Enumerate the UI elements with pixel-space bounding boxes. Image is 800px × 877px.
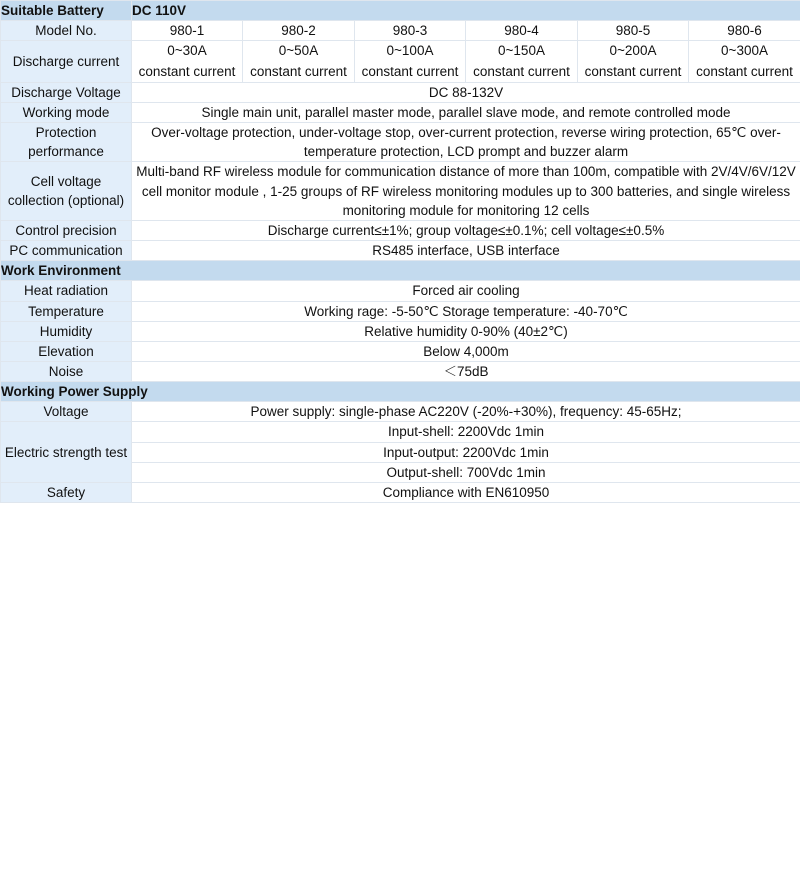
discharge-current-mode-3: constant current [361, 63, 459, 79]
table-row [1, 162, 800, 220]
row-label-working-mode: Working mode [1, 102, 132, 122]
model-no-cell-6: 980-6 [689, 21, 800, 41]
discharge-current-cell-2 [243, 41, 355, 83]
row-label-voltage: Voltage [1, 402, 132, 422]
table-row [1, 220, 800, 240]
row-label-noise: Noise [1, 362, 132, 382]
section-band-row [1, 1, 800, 21]
table-row [1, 321, 800, 341]
noise-value: ＜75dB [132, 362, 800, 382]
discharge-current-cell-1 [132, 41, 243, 83]
discharge-current-cell-5 [578, 41, 689, 83]
voltage-value: Power supply: single-phase AC220V (-20%-+30%), frequency: 45-65Hz; [132, 402, 800, 422]
table-row [1, 41, 800, 83]
row-label-pc-communication: PC communication [1, 241, 132, 261]
table-row [1, 82, 800, 102]
table-row [1, 123, 800, 162]
model-no-cell-1: 980-1 [132, 21, 243, 41]
elevation-value: Below 4,000m [132, 341, 800, 361]
heat-radiation-value: Forced air cooling [132, 281, 800, 301]
protection-performance-value: Over-voltage protection, under-voltage stop, over-current protection, reverse wiring protection, 65℃ over-temperature protection, LCD prompt and buzzer alarm [132, 123, 800, 162]
model-no-cell-5: 980-5 [578, 21, 689, 41]
pc-communication-value: RS485 interface, USB interface [132, 241, 800, 261]
model-no-cell-2: 980-2 [243, 21, 355, 41]
row-label-discharge-current: Discharge current [1, 41, 132, 83]
table-row [1, 102, 800, 122]
table-row [1, 482, 800, 502]
row-label-protection-performance: Protection performance [1, 123, 132, 162]
discharge-current-mode-2: constant current [250, 63, 347, 79]
discharge-current-amps-6: 0~300A [721, 43, 768, 59]
row-label-heat-radiation: Heat radiation [1, 281, 132, 301]
discharge-voltage-value: DC 88-132V [132, 82, 800, 102]
table-row [1, 341, 800, 361]
row-label-safety: Safety [1, 482, 132, 502]
discharge-current-amps-3: 0~100A [386, 43, 434, 59]
table-row [1, 301, 800, 321]
model-no-cell-3: 980-3 [355, 21, 466, 41]
row-label-discharge-voltage: Discharge Voltage [1, 82, 132, 102]
discharge-current-cell-6 [689, 41, 800, 83]
humidity-value: Relative humidity 0-90% (40±2℃) [132, 321, 800, 341]
row-label-humidity: Humidity [1, 321, 132, 341]
table-row [1, 21, 800, 41]
working-mode-value: Single main unit, parallel master mode, parallel slave mode, and remote controlled mode [132, 102, 800, 122]
table-row [1, 422, 800, 442]
section-band-row [1, 382, 800, 402]
electric-strength-test-value-2: Input-output: 2200Vdc 1min [132, 442, 800, 462]
discharge-current-amps-2: 0~50A [278, 43, 319, 59]
discharge-current-amps-5: 0~200A [609, 43, 657, 59]
temperature-value: Working rage: -5-50℃ Storage temperature: -40-70℃ [132, 301, 800, 321]
row-label-temperature: Temperature [1, 301, 132, 321]
table-row [1, 241, 800, 261]
discharge-current-mode-6: constant current [696, 63, 793, 79]
section-band-label: Suitable Battery [1, 1, 132, 21]
section-band-value: DC 110V [132, 1, 800, 21]
electric-strength-test-value-1: Input-shell: 2200Vdc 1min [132, 422, 800, 442]
row-label-control-precision: Control precision [1, 220, 132, 240]
row-label-model-no: Model No. [1, 21, 132, 41]
model-no-cell-4: 980-4 [466, 21, 578, 41]
discharge-current-mode-1: constant current [138, 63, 236, 79]
table-row [1, 281, 800, 301]
discharge-current-mode-5: constant current [584, 63, 682, 79]
electric-strength-test-value-3: Output-shell: 700Vdc 1min [132, 462, 800, 482]
table-row [1, 362, 800, 382]
discharge-current-amps-1: 0~30A [167, 43, 207, 59]
discharge-current-cell-3 [355, 41, 466, 83]
safety-value: Compliance with EN610950 [132, 482, 800, 502]
section-band-working-power-supply: Working Power Supply [1, 382, 800, 402]
section-band-work-environment: Work Environment [1, 261, 800, 281]
table-row [1, 402, 800, 422]
control-precision-value: Discharge current≤±1%; group voltage≤±0.1%; cell voltage≤±0.5% [132, 220, 800, 240]
discharge-current-mode-4: constant current [473, 63, 570, 79]
discharge-current-amps-4: 0~150A [498, 43, 545, 59]
discharge-current-cell-4 [466, 41, 578, 83]
row-label-elevation: Elevation [1, 341, 132, 361]
section-band-row [1, 261, 800, 281]
cell-voltage-collection-value: Multi-band RF wireless module for communication distance of more than 100m, compatible with 2V/4V/6V/12V cell monitor module , 1-25 groups of RF wireless monitoring modules up to 300 batteries, and single wireless monitoring module for monitoring 12 cells [132, 162, 800, 220]
row-label-cell-voltage-collection: Cell voltage collection (optional) [1, 162, 132, 220]
row-label-electric-strength-test: Electric strength test [1, 422, 132, 482]
